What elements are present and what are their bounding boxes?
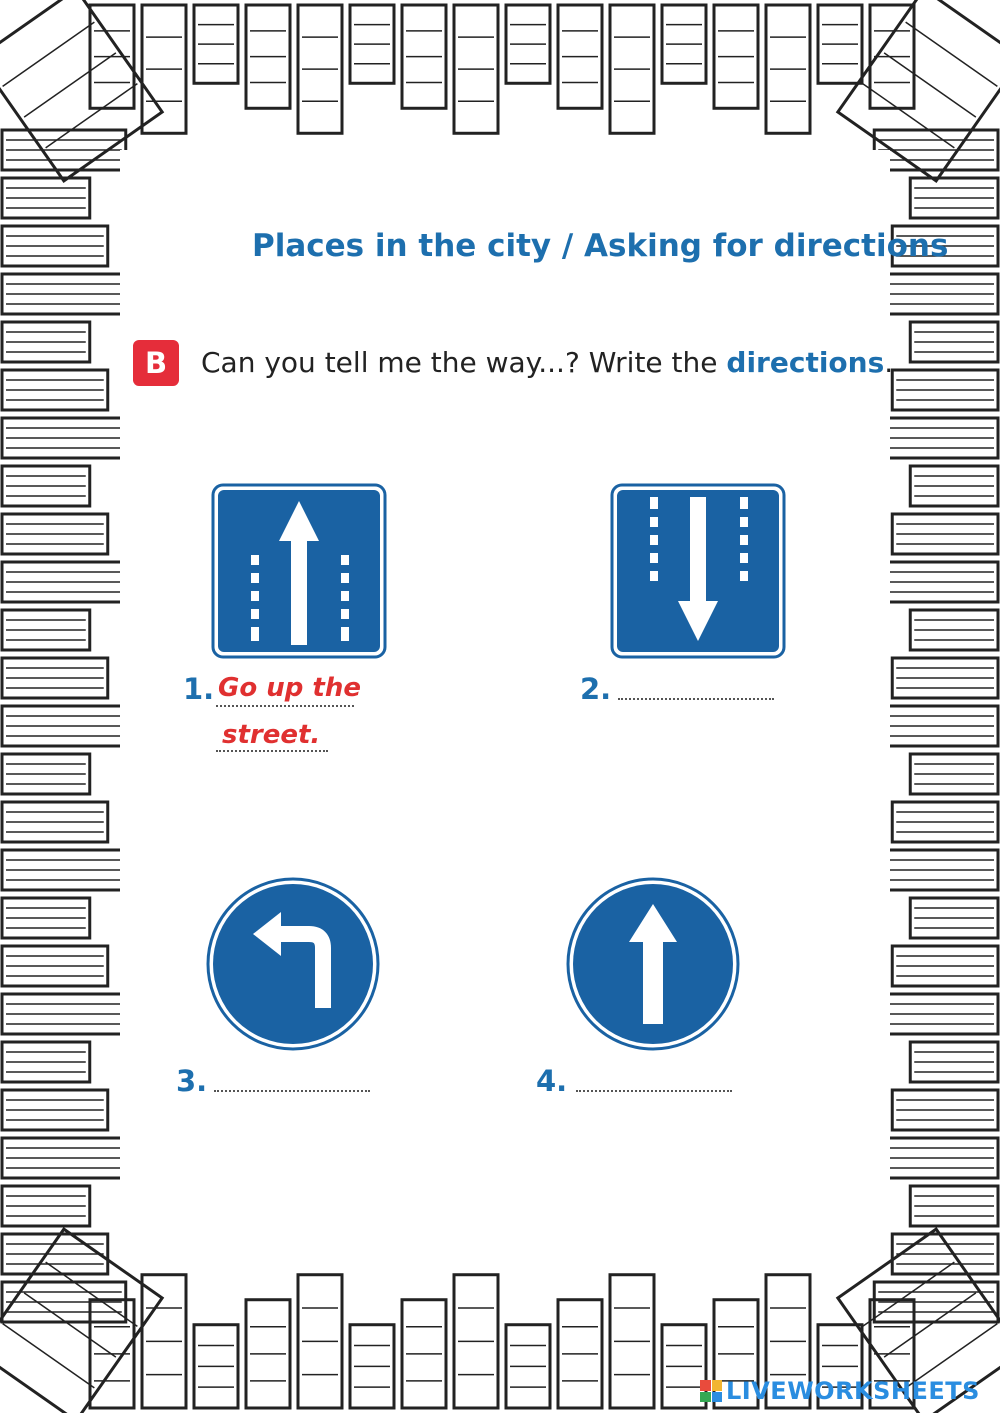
liveworksheets-watermark: [700, 1376, 980, 1406]
instruction-end: .: [884, 346, 894, 379]
watermark-text: LIVEWORKSHEETS: [726, 1377, 980, 1405]
answer-1-line-2: street.: [222, 720, 321, 750]
answer-2-input-line[interactable]: [618, 698, 774, 700]
answer-3-input-line[interactable]: [214, 1090, 370, 1092]
turn-left-sign: [205, 876, 381, 1052]
answer-1-underline-2: [216, 750, 328, 752]
item-number-1: 1.: [183, 672, 215, 706]
answer-1-line-1: Go up the: [218, 673, 361, 703]
exercise-badge: B: [133, 340, 179, 386]
item-number-4: 4.: [536, 1064, 568, 1098]
item-number-3: 3.: [176, 1064, 208, 1098]
instruction-text: Can you tell me the way...? Write the: [201, 346, 727, 379]
ahead-only-sign: [565, 876, 741, 1052]
instruction-keyword: directions: [726, 346, 885, 379]
straight-down-lanes-sign: [610, 483, 786, 659]
page-title: Places in the city / Asking for directions: [252, 228, 949, 264]
straight-up-lanes-sign: [211, 483, 387, 659]
exercise-instruction: [201, 346, 893, 379]
item-number-2: 2.: [580, 672, 612, 706]
answer-1-underline-1: [216, 705, 354, 707]
liveworksheets-logo-icon: [700, 1380, 722, 1402]
answer-4-input-line[interactable]: [576, 1090, 732, 1092]
